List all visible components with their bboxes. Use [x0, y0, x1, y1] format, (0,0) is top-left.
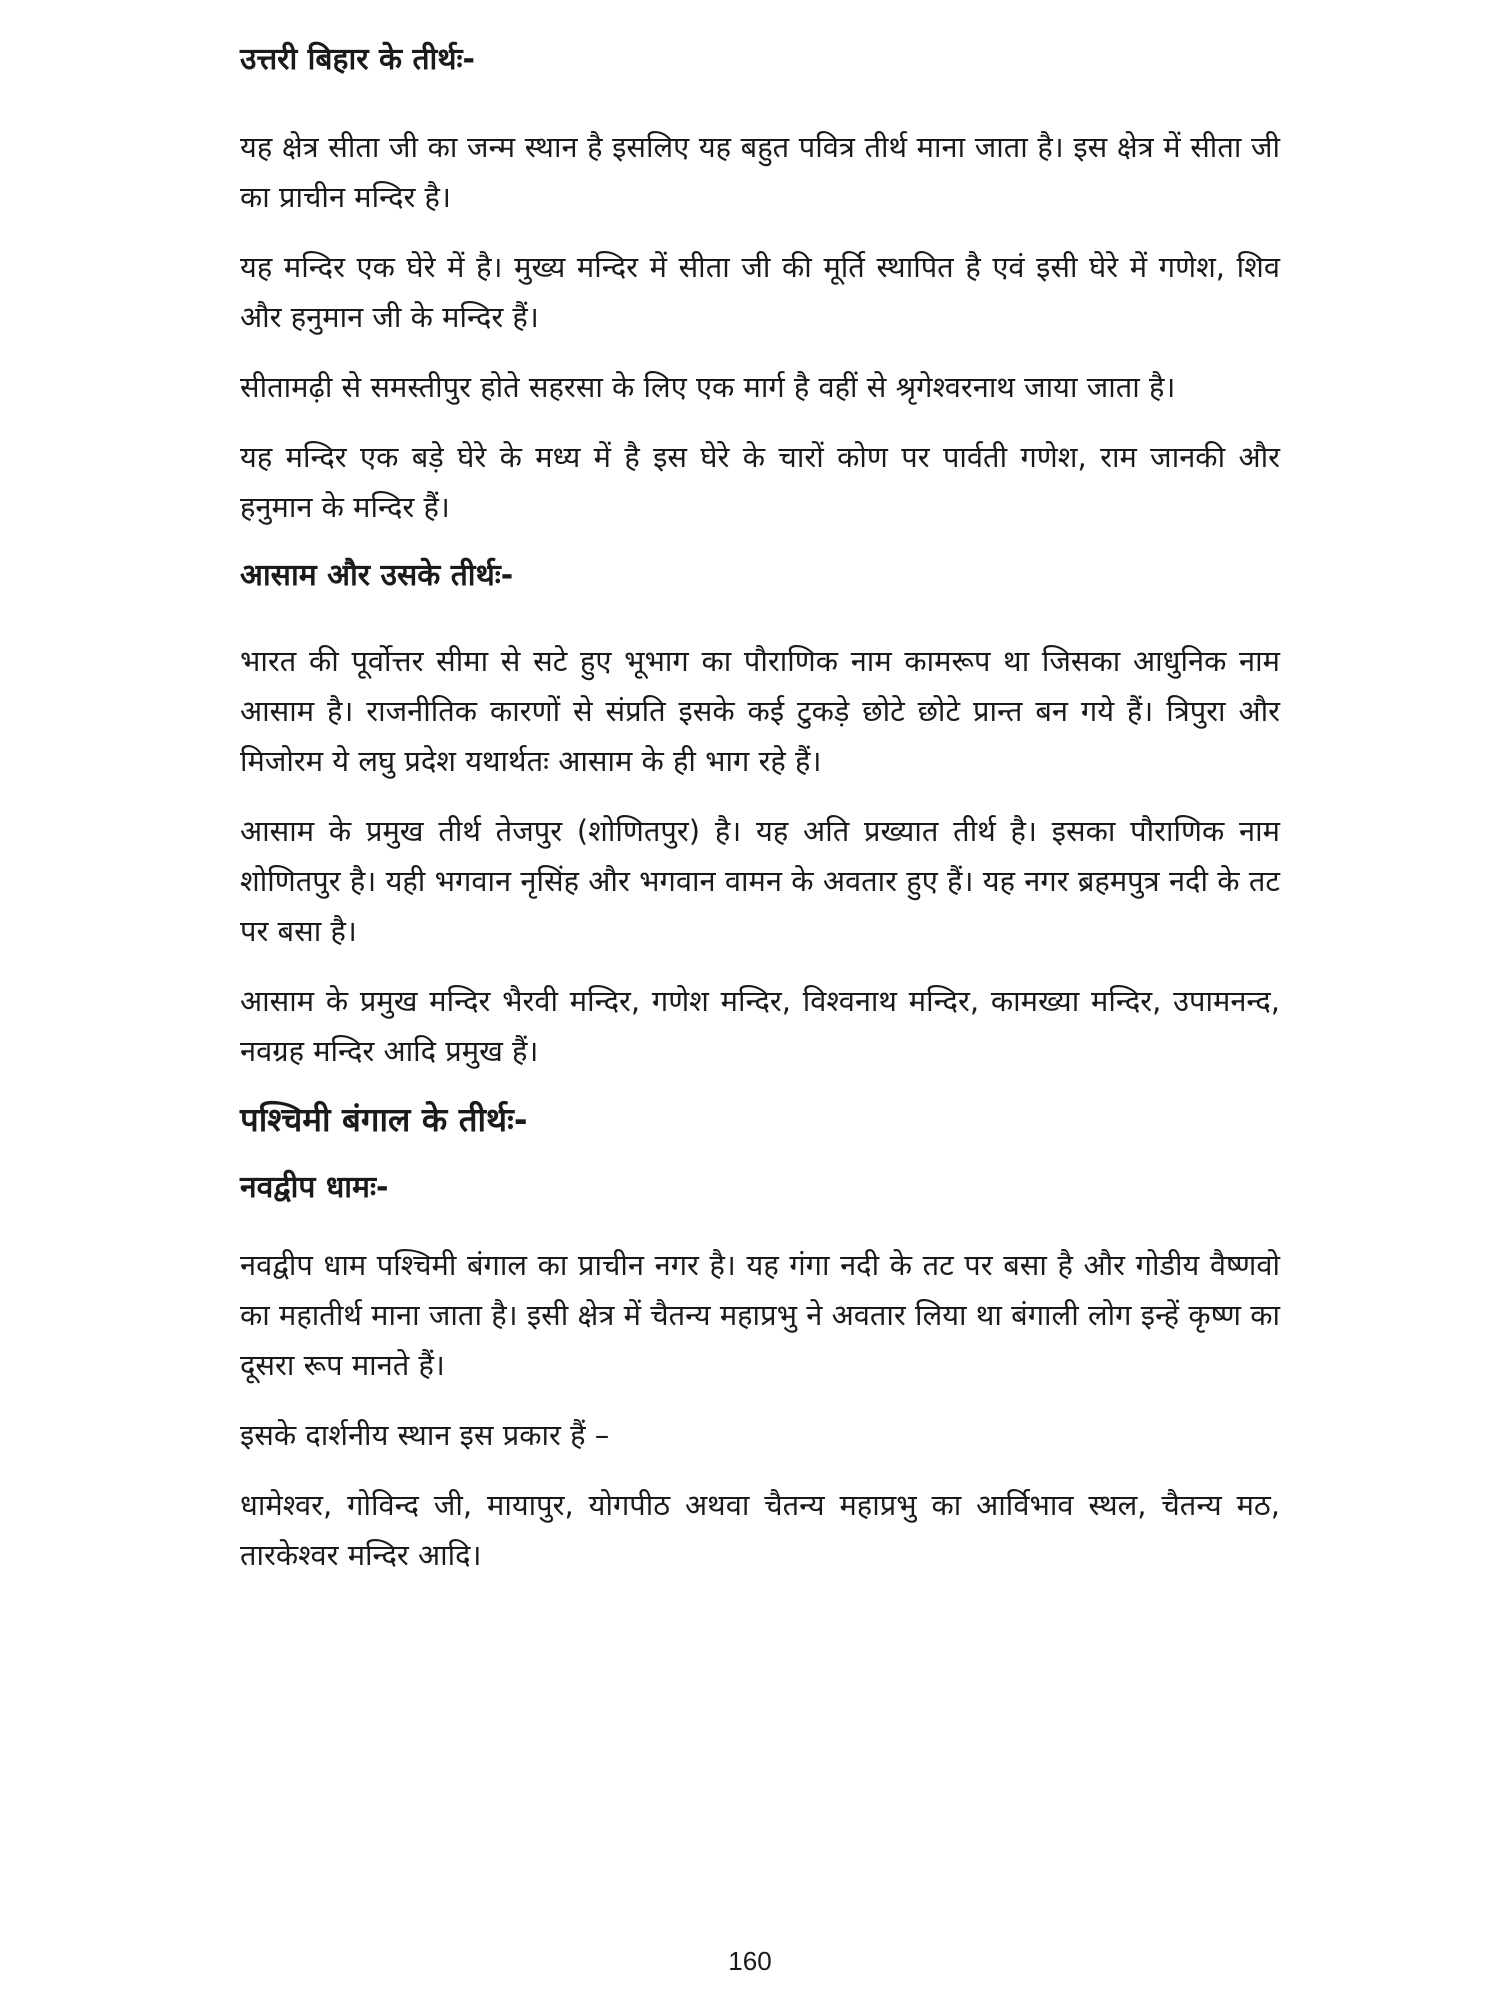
heading-assam: आसाम और उसके तीर्थः-	[240, 558, 514, 593]
paragraph: धामेश्वर, गोविन्द जी, मायापुर, योगपीठ अथवा चैतन्य महाप्रभु का आर्विभाव स्थल, चैतन्य मठ, तारकेश्वर मन्दिर आदि।	[240, 1488, 1280, 1572]
paragraph: सीतामढ़ी से समस्तीपुर होते सहरसा के लिए एक मार्ग है वहीं से श्रृगेश्वरनाथ जाया जाता है।	[240, 370, 1176, 404]
heading-north-bihar: उत्तरी बिहार के तीर्थः-	[240, 42, 476, 77]
subheading-navadweep: नवद्वीप धामः-	[240, 1170, 389, 1205]
paragraph: आसाम के प्रमुख तीर्थ तेजपुर (शोणितपुर) है। यह अति प्रख्यात तीर्थ है। इसका पौराणिक नाम शोणितपुर है। यही भगवान नृसिंह और भगवान वामन के अवतार हुए हैं। यह नगर ब्रहमपुत्र नदी के तट पर बसा है।	[240, 814, 1280, 948]
paragraph: यह मन्दिर एक बड़े घेरे के मध्य में है इस घेरे के चारों कोण पर पार्वती गणेश, राम जानकी और हनुमान के मन्दिर हैं।	[240, 440, 1280, 524]
paragraph: इसके दार्शनीय स्थान इस प्रकार हैं –	[240, 1418, 610, 1452]
page-number: 160	[728, 1946, 772, 1976]
paragraph: यह मन्दिर एक घेरे में है। मुख्य मन्दिर में सीता जी की मूर्ति स्थापित है एवं इसी घेरे में गणेश, शिव और हनुमान जी के मन्दिर हैं।	[240, 250, 1280, 334]
paragraph: यह क्षेत्र सीता जी का जन्म स्थान है इसलिए यह बहुत पवित्र तीर्थ माना जाता है। इस क्षेत्र में सीता जी का प्राचीन मन्दिर है।	[240, 130, 1280, 214]
paragraph: आसाम के प्रमुख मन्दिर भैरवी मन्दिर, गणेश मन्दिर, विश्वनाथ मन्दिर, कामख्या मन्दिर, उपामनन्द, नवग्रह मन्दिर आदि प्रमुख हैं।	[240, 984, 1280, 1068]
paragraph: नवद्वीप धाम पश्चिमी बंगाल का प्राचीन नगर है। यह गंगा नदी के तट पर बसा है और गोडीय वैष्णवो का महातीर्थ माना जाता है। इसी क्षेत्र में चैतन्य महाप्रभु ने अवतार लिया था बंगाली लोग इन्हें कृष्ण का दूसरा रूप मानते हैं।	[240, 1248, 1280, 1382]
heading-west-bengal: पश्चिमी बंगाल के तीर्थः-	[240, 1100, 528, 1139]
paragraph: भारत की पूर्वोत्तर सीमा से सटे हुए भूभाग का पौराणिक नाम कामरूप था जिसका आधुनिक नाम आसाम है। राजनीतिक कारणों से संप्रति इसके कई टुकड़े छोटे छोटे प्रान्त बन गये हैं। त्रिपुरा और मिजोरम ये लघु प्रदेश यथार्थतः आसाम के ही भाग रहे हैं।	[240, 644, 1280, 778]
page-body	[240, 40, 1280, 1580]
